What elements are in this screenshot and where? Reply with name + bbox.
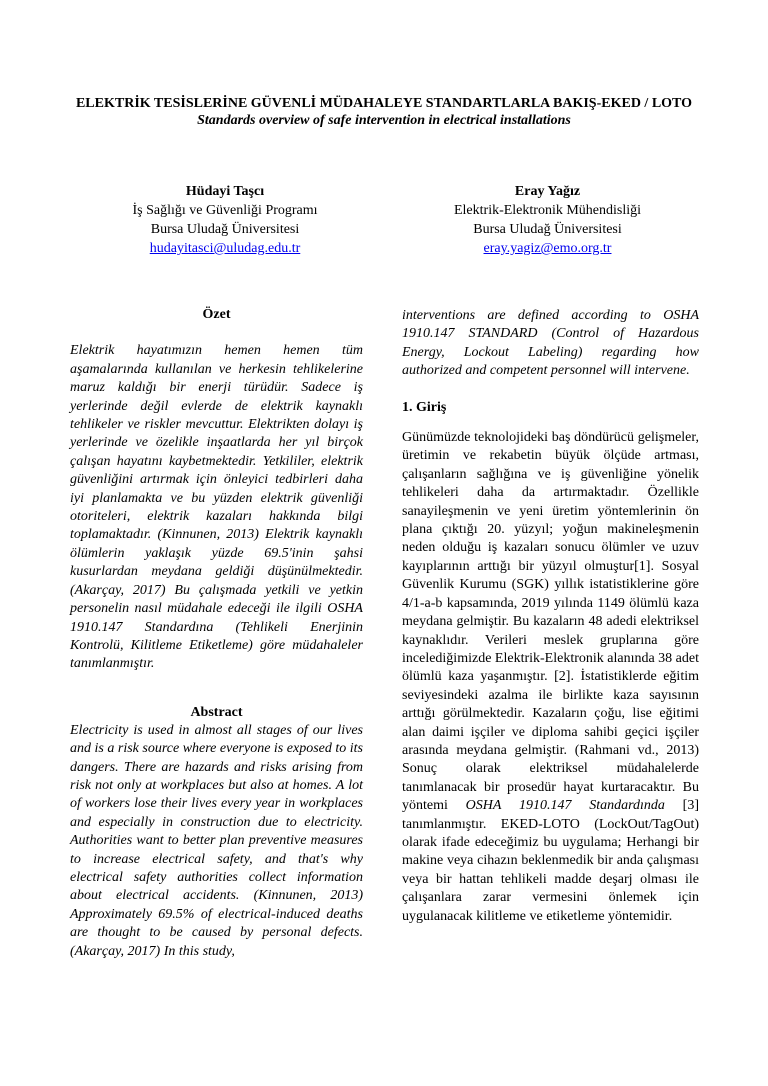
author-name: Eray Yağız: [514, 184, 581, 199]
title-block: [70, 95, 698, 129]
right-column: [402, 307, 699, 926]
author-name: Hüdayi Taşcı: [185, 184, 265, 199]
paper-title: ELEKTRİK TESİSLERİNE GÜVENLİ MÜDAHALEYE STANDARTLARLA BAKIŞ-EKED / LOTO: [75, 96, 693, 111]
author-block-2: [395, 182, 700, 258]
abstract-heading: Abstract: [190, 704, 243, 720]
author-university: Bursa Uludağ Üniversitesi: [473, 222, 622, 237]
section-heading-giris: 1. Giriş: [402, 399, 447, 415]
author-department: İş Sağlığı ve Güvenliği Programı: [132, 203, 318, 218]
author-university: Bursa Uludağ Üniversitesi: [150, 222, 300, 237]
abstract-text-continued: interventions are defined according to OSHA 1910.147 STANDARD (Control of Hazardous Energy, Lockout Labeling) regarding how authorized and competent personnel will intervene.: [402, 308, 699, 379]
author-email-link[interactable]: eray.yagiz@emo.org.tr: [483, 241, 612, 256]
ozet-text: Elektrik hayatımızın hemen hemen tüm aşamalarında kullanılan ve herkesin tehlikelerine maruz kaldığı bir enerji türüdür. Sadece iş yerlerinde değil evlerde de elektrik kaynaklı tehlikeler ve riskler mevcuttur. Elektrikten dolayı iş yerlerinde ve özelikle inşaatlarda her yıl birçok çalışan hayatını kaybetmektedir. Yetkililer, elektrik güvenliğini artırmak için önleyici tedbirleri daha iyi planlamakta ve bu yüzden elektrik güvenliği otoriteleri, elektrik kazaları hakkında bilgi toplamaktadır. (Kinnunen, 2013) Elektrik kaynaklı ölümlerin yaklaşık yüzde 69.5'inin şahsi kusurlardan meydana geldiği düşünülmektedir. (Akarçay, 2017) Bu çalışmada yetkili ve yetkin personelin nasıl müdahale edeceği ile ilgili OSHA 1910.147 Standardına (Tehlikeli Enerjinin Kontrolü, Kilitleme Etiketleme) göre müdahaleler tanımlanmıştır.: [70, 343, 363, 672]
author-email-link[interactable]: hudayitasci@uludag.edu.tr: [149, 241, 301, 256]
section-body-giris: Günümüzde teknolojideki baş döndürücü gelişmeler, üretimin ve rekabetin büyük ölçüde artması, çalışanların sağlığına ve iş güvenliğine yönelik tehlikeleri daha da artırmaktadır. Özellikle sanayileşmenin ve yeni üretim yöntemlerinin ön plana çıktığı 20. yüzyıl; yoğun makineleşmenin neden olduğu iş kazaları sonucu ölümler ve uzuv kayıplarının arttığı bir yüzyıl olmuştur[1]. Sosyal Güvenlik Kurumu (SGK) yıllık istatistiklerine göre 4/1-a-b kapsamında, 2019 yılında 1149 ölümlü kaza meydana gelmiştir. Bu kazaların 48 adedi elektriksel kaynaklıdır. Verileri meslek gruplarına göre incelediğimizde Elektrik-Elektronik alanında 38 adet ölümlü kaza yaşanmıştır. [2]. İstatistiklerde eğitim seviyesindeki azalma ile birlikte kaza sayısının arttığı görülmektedir. Kazaların çoğu, lise eğitimi alan daimi işçiler ve diploma sahibi geçici işçiler arasında meydana gelmiştir. (Rahmani vd., 2013) Sonuç olarak elektriksel müdahalelerde tanımlanacak bir prosedür hayat kurtaracaktır. Bu yöntemi OSHA 1910.147 Standardında [3] tanımlanmıştır. EKED-LOTO (LockOut/TagOut) olarak ifade edeceğimiz bu uygulama; Herhangi bir makine veya cihazın beklenmedik bir anda çalışması veya bir hattan tehlikeli madde deşarj olması ile çalışanlara zarar vermesini önlemek için uygulanacak kilitleme ve etiketleme yöntemidir.: [402, 430, 700, 924]
osha-standard-citation: OSHA 1910.147 Standardında: [465, 798, 665, 814]
author-department: Elektrik-Elektronik Mühendisliği: [453, 203, 642, 218]
ozet-heading: Özet: [202, 307, 231, 322]
paper-subtitle: Standards overview of safe intervention in electrical installations: [197, 113, 571, 128]
author-block-1: [75, 182, 375, 258]
abstract-text: Electricity is used in almost all stages of our lives and is a risk source where everyone is exposed to its dangers. There are hazards and risks arising from risk not only at workplaces but also at homes. A lot of workers lose their lives every year in workplaces and especially in construction due to electricity. Authorities want to better plan preventive measures to increase electrical safety, and that's why electrical safety authorities collect information about electrical accidents. (Kinnunen, 2013) Approximately 69.5% of electrical-induced deaths are thought to be caused by personal defects. (Akarçay, 2017) In this study,: [70, 722, 363, 959]
left-column: [70, 306, 363, 961]
